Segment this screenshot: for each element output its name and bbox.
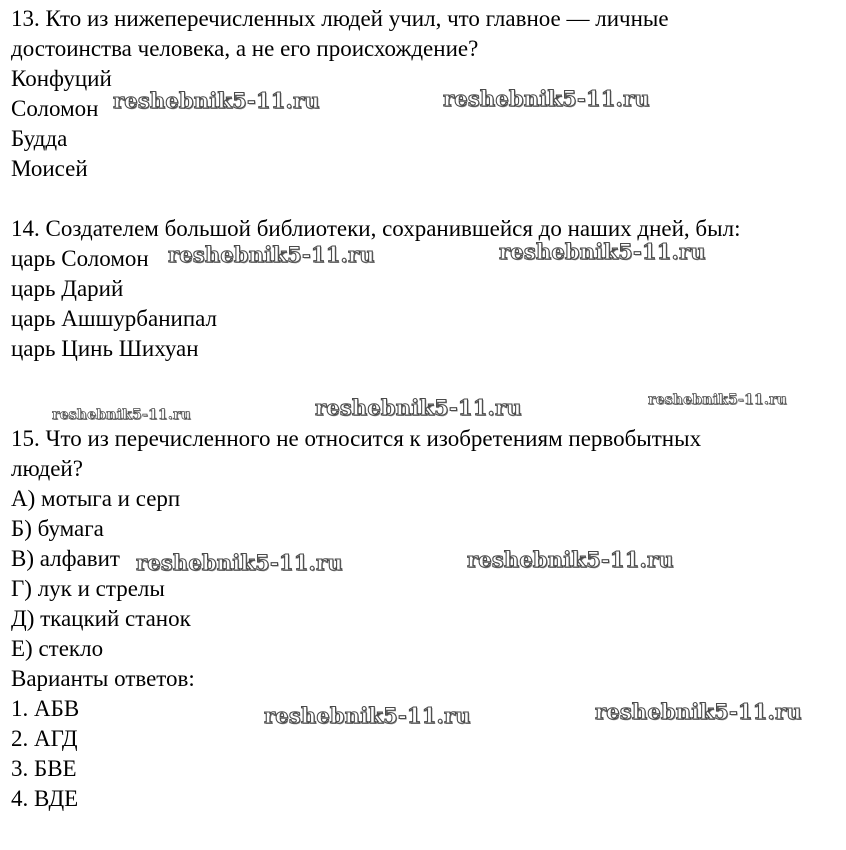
spacer bbox=[11, 184, 841, 214]
q13-question-line1: 13. Кто из нижеперечисленных людей учил, что главное — личные bbox=[11, 6, 669, 31]
q13-option: Соломон bbox=[11, 96, 99, 121]
q15-option: Б) бумага bbox=[11, 516, 104, 541]
q14-option: царь Цинь Шихуан bbox=[11, 336, 199, 361]
q15-answer: 3. БВЕ bbox=[11, 756, 77, 781]
q15-option: А) мотыга и серп bbox=[11, 486, 181, 511]
q13-option: Будда bbox=[11, 126, 68, 151]
q15-answer: 2. АГД bbox=[11, 726, 78, 751]
q15-answers-label: Варианты ответов: bbox=[11, 666, 195, 691]
watermark: reshebnik5-11.ru bbox=[595, 699, 802, 724]
watermark: reshebnik5-11.ru bbox=[443, 86, 650, 111]
q15-option: Г) лук и стрелы bbox=[11, 576, 165, 601]
watermark: reshebnik5-11.ru bbox=[264, 703, 471, 728]
q13-option: Моисей bbox=[11, 156, 88, 181]
watermark: reshebnik5-11.ru bbox=[113, 88, 320, 113]
q15-question-line2: людей? bbox=[11, 456, 83, 481]
q15-option: В) алфавит bbox=[11, 546, 120, 571]
watermark: reshebnik5-11.ru bbox=[499, 239, 706, 264]
watermark: reshebnik5-11.ru bbox=[648, 392, 787, 408]
q14-option: царь Ашшурбанипал bbox=[11, 306, 218, 331]
watermark: reshebnik5-11.ru bbox=[467, 547, 674, 572]
q15-option: Д) ткацкий станок bbox=[11, 606, 191, 631]
q13-option: Конфуций bbox=[11, 66, 112, 91]
q14-question: 14. Создателем большой библиотеки, сохранившейся до наших дней, был: bbox=[11, 216, 741, 241]
q15-answer: 1. АБВ bbox=[11, 696, 80, 721]
q14-option: царь Соломон bbox=[11, 246, 149, 271]
watermark: reshebnik5-11.ru bbox=[136, 550, 343, 575]
q14-option: царь Дарий bbox=[11, 276, 124, 301]
spacer bbox=[11, 364, 841, 394]
watermark: reshebnik5-11.ru bbox=[315, 395, 522, 420]
q13-question-line2: достоинства человека, а не его происхождение? bbox=[11, 36, 479, 61]
q15-option: Е) стекло bbox=[11, 636, 104, 661]
q15-answer: 4. ВДЕ bbox=[11, 786, 79, 811]
watermark: reshebnik5-11.ru bbox=[168, 242, 375, 267]
watermark: reshebnik5-11.ru bbox=[52, 407, 191, 423]
q15-question-line1: 15. Что из перечисленного не относится к изобретениям первобытных bbox=[11, 426, 702, 451]
